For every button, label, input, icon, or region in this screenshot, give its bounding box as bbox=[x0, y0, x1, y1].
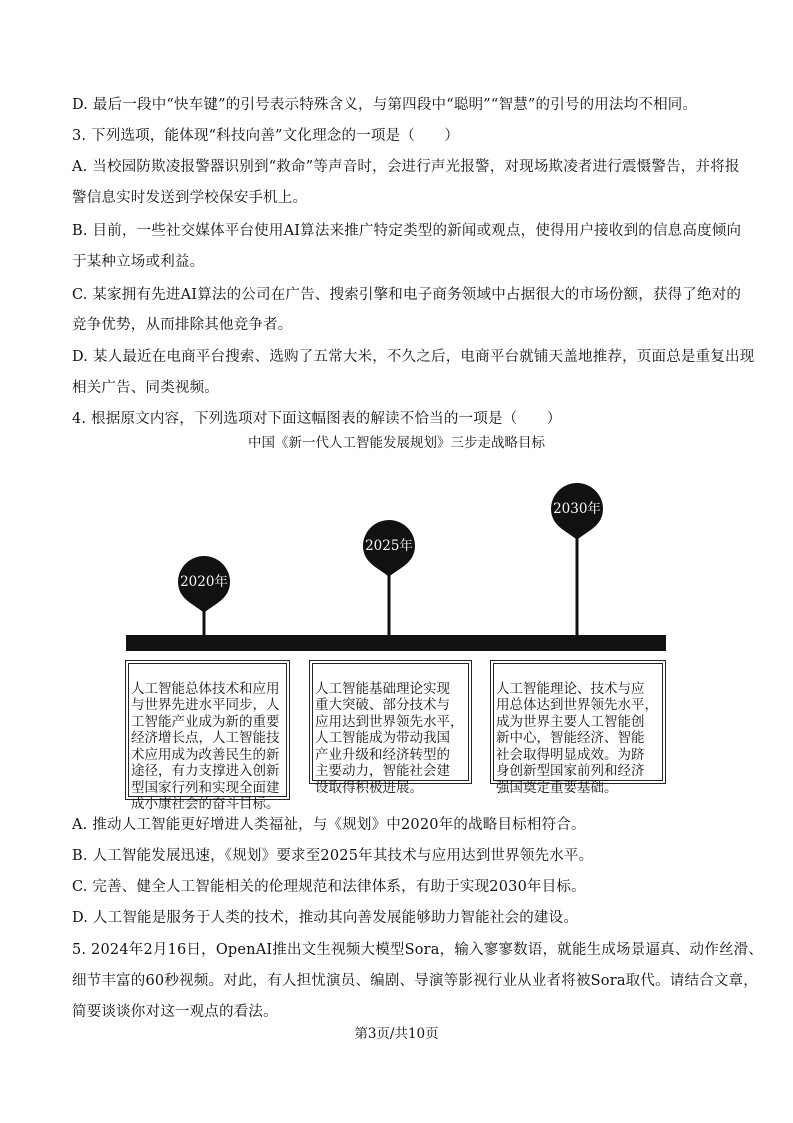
milestone-year-2030: 2030年 bbox=[553, 501, 601, 517]
question-3: 3. 下列选项，能体现“科技向善”文化理念的一项是（ ） bbox=[72, 128, 460, 144]
milestone-box-2025 bbox=[309, 660, 472, 796]
q3-option-a-line2: 警信息实时发送到学校保安手机上。 bbox=[72, 190, 308, 206]
milestone-year-2025: 2025年 bbox=[365, 538, 413, 554]
question-5-line2: 细节丰富的60秒视频。对此，有人担忧演员、编剧、导演等影视行业从业者将被Sora取代。请结合文章， bbox=[72, 973, 758, 989]
page-number: 第3页/共10页 bbox=[354, 1026, 439, 1042]
milestone-year-2020: 2020年 bbox=[180, 574, 228, 590]
milestone-box-2030 bbox=[490, 660, 666, 796]
q3-option-a-line1: A. 当校园防欺凌报警器识别到“救命”等声音时，会进行声光报警，对现场欺凌者进行震慑警告，并将报 bbox=[72, 159, 740, 175]
q4-option-d: D. 人工智能是服务于人类的技术，推动其向善发展能够助力智能社会的建设。 bbox=[72, 910, 579, 926]
milestone-pin-2025 bbox=[363, 520, 415, 636]
q4-option-a: A. 推动人工智能更好增进人类福祉，与《规划》中2020年的战略目标相符合。 bbox=[72, 817, 586, 833]
question-4: 4. 根据原文内容，下列选项对下面这幅图表的解读不恰当的一项是（ ） bbox=[72, 411, 562, 427]
milestone-text-2025: 人工智能基础理论实现 重大突破、部分技术与 应用达到世界领先水平， 人工智能成为带动我国 产业升级和经济转型的 主要动力，智能社会建 设取得积极进展。 bbox=[315, 680, 464, 796]
q3-option-b-line2: 于某种立场或利益。 bbox=[72, 254, 205, 270]
milestone-box-2020 bbox=[125, 660, 290, 812]
milestone-text-2030: 人工智能理论、技术与应 用总体达到世界领先水平， 成为世界主要人工智能创 新中心，智能经济、智能 社会取得明显成效。为跻 身创新型国家前列和经济 强国奠定重要基础。 bbox=[496, 680, 658, 796]
timeline-bar bbox=[126, 635, 666, 651]
q3-option-b-line1: B. 目前，一些社交媒体平台使用AI算法来推广特定类型的新闻或观点，使得用户接收到的信息高度倾向 bbox=[72, 223, 742, 239]
chart-caption: 中国《新一代人工智能发展规划》三步走战略目标 bbox=[248, 435, 545, 451]
q3-option-d-line2: 相关广告、同类视频。 bbox=[72, 380, 219, 396]
q4-option-b: B. 人工智能发展迅速，《规划》要求至2025年其技术与应用达到世界领先水平。 bbox=[72, 848, 594, 864]
milestone-text-2020: 人工智能总体技术和应用 与世界先进水平同步，人 工智能产业成为新的重要 经济增长点，人工智能技 术应用成为改善民生的新 途径，有力支撑进入创新 型国家行列和实现全面建 成小康社会的奋斗目标。 bbox=[131, 680, 280, 812]
question-5-line3: 简要谈谈你对这一观点的看法。 bbox=[72, 1004, 278, 1020]
q4-option-c: C. 完善、健全人工智能相关的伦理规范和法律体系，有助于实现2030年目标。 bbox=[72, 879, 586, 895]
milestone-pin-2020 bbox=[178, 556, 230, 636]
q3-option-c-line1: C. 某家拥有先进AI算法的公司在广告、搜索引擎和电子商务领域中占据很大的市场份额，获得了绝对的 bbox=[72, 287, 742, 303]
text-line-d-option: D. 最后一段中“快车键”的引号表示特殊含义，与第四段中“聪明”“智慧”的引号的用法均不相同。 bbox=[72, 97, 698, 113]
q3-option-c-line2: 竞争优势，从而排除其他竞争者。 bbox=[72, 317, 293, 333]
milestone-pin-2030 bbox=[551, 483, 603, 636]
question-5-line1: 5. 2024年2月16日，OpenAI推出文生视频大模型Sora，输入寥寥数语，就能生成场景逼真、动作丝滑、 bbox=[72, 942, 764, 958]
q3-option-d-line1: D. 某人最近在电商平台搜索、选购了五常大米，不久之后，电商平台就铺天盖地推荐，页面总是重复出现 bbox=[72, 349, 755, 365]
